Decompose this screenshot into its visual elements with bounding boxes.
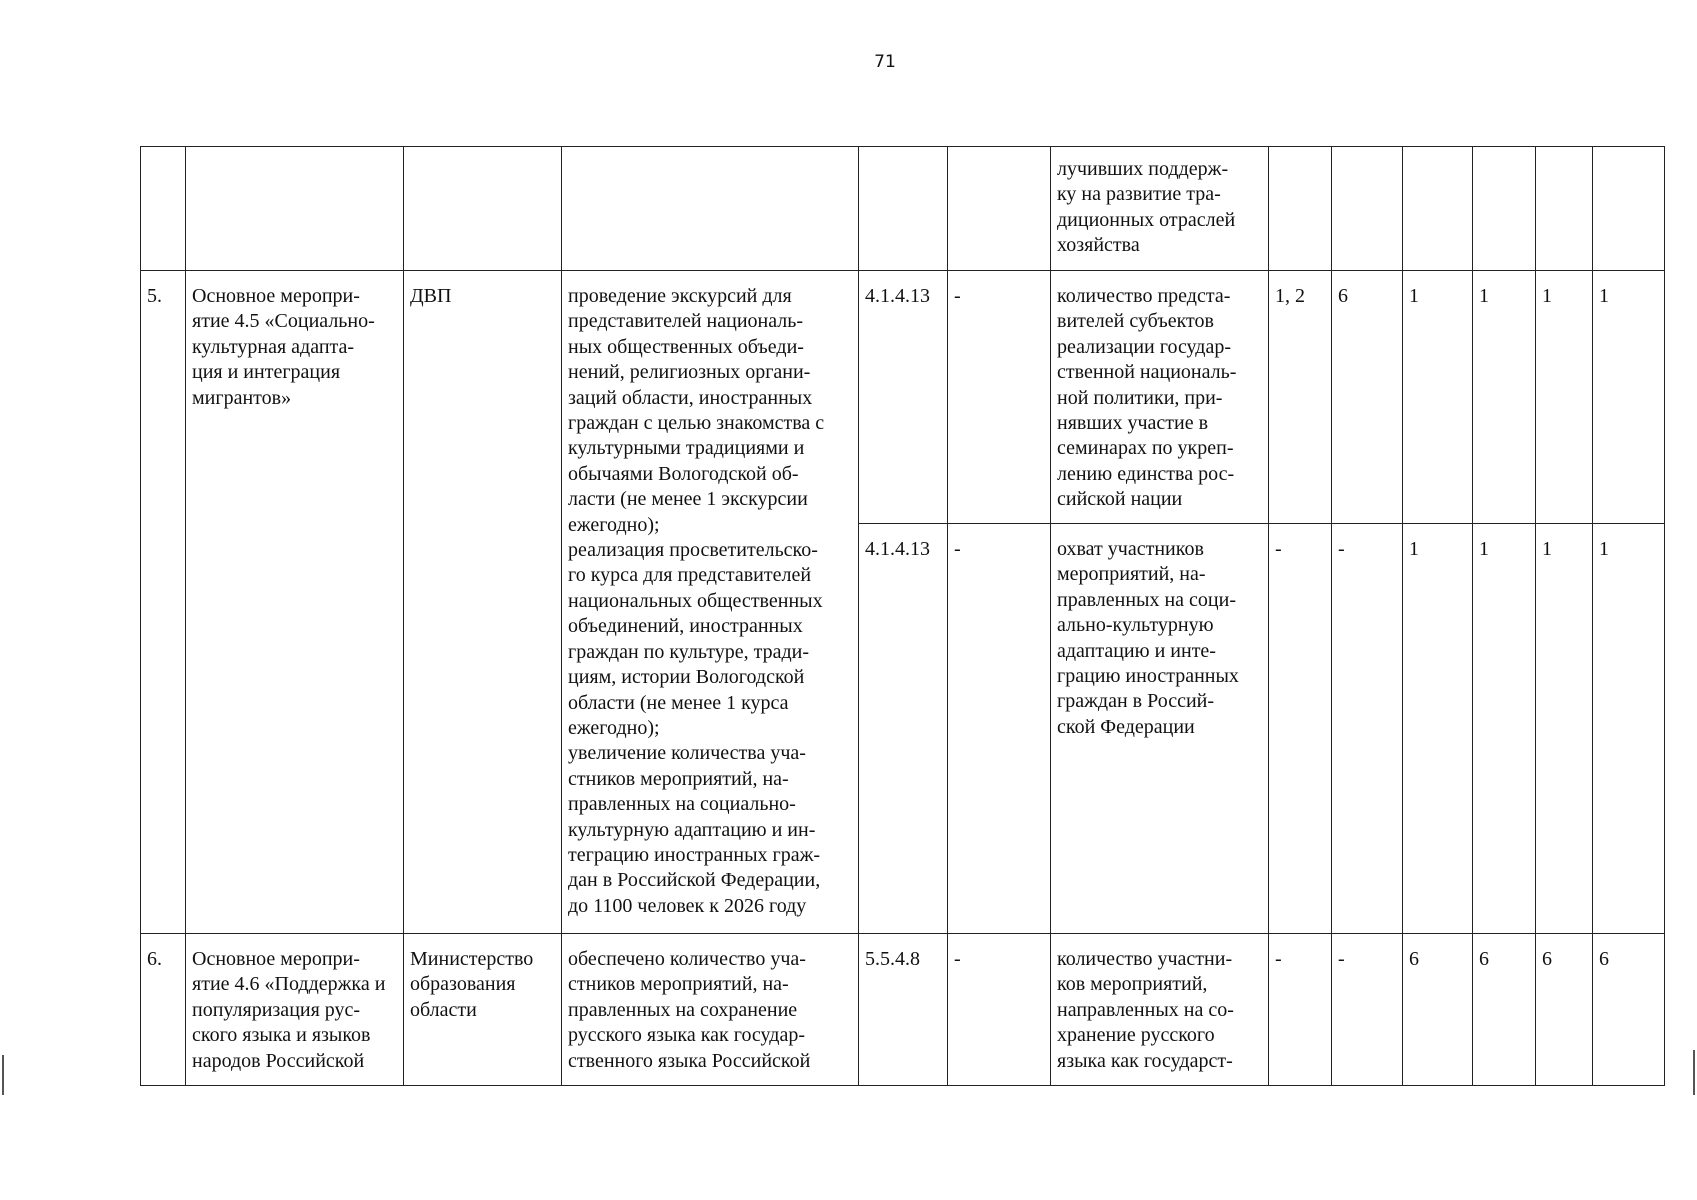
cell-base-value: - <box>1332 524 1403 934</box>
cell-indicator-text: охват участников мероприятий, на- правленных на соци- ально-культурную адаптацию и инте- грацию иностранных граждан в Россий- ской Федерации <box>1051 524 1269 934</box>
cell-program-code <box>948 147 1051 271</box>
scan-edge-mark-left <box>2 1055 4 1095</box>
cell-year-2 <box>1473 147 1536 271</box>
cell-year-1: 1 <box>1403 524 1473 934</box>
cell-result <box>562 147 859 271</box>
cell-year-2: 6 <box>1473 934 1536 1086</box>
cell-year-4: 1 <box>1593 271 1665 524</box>
cell-indicator-code: 4.1.4.13 <box>859 271 948 524</box>
cell-indicator-code: 5.5.4.8 <box>859 934 948 1086</box>
scan-edge-mark-right <box>1693 1050 1695 1095</box>
cell-year-4: 1 <box>1593 524 1665 934</box>
cell-year-4 <box>1593 147 1665 271</box>
cell-year-3: 6 <box>1536 934 1593 1086</box>
activities-table <box>140 146 1665 1086</box>
cell-base-value <box>1332 147 1403 271</box>
cell-activity: Основное меропри- ятие 4.6 «Поддержка и популяризация рус- ского языка и языков народов Российской <box>186 934 404 1086</box>
cell-program-code: - <box>948 524 1051 934</box>
cell-year-3: 1 <box>1536 524 1593 934</box>
cell-program-code: - <box>948 934 1051 1086</box>
cell-year-2: 1 <box>1473 271 1536 524</box>
cell-base-value: - <box>1332 934 1403 1086</box>
cell-indicator-code: 4.1.4.13 <box>859 524 948 934</box>
cell-tasks: 1, 2 <box>1269 271 1332 524</box>
cell-indicator-text: количество участни- ков мероприятий, направленных на со- хранение русского языка как государст- <box>1051 934 1269 1086</box>
cell-program-code: - <box>948 271 1051 524</box>
page-number: 71 <box>874 52 896 72</box>
cell-result: проведение экскурсий для представителей националь- ных общественных объеди- нений, религиозных органи- заций области, иностранных граждан с целью знакомства с культурными традициями и обычаями Вологодской об- ласти (не менее 1 экскурсии ежегодно); реализация просветительско- го курса для представителей национальных общественных объединений, иностранных граждан по культуре, тради- циям, истории Вологодской области (не менее 1 курса ежегодно); увеличение количества уча- стников мероприятий, на- правленных на социально- культурную адаптацию и ин- теграцию иностранных граж- дан в Российской Федерации, до 1100 человек к 2026 году <box>562 271 859 934</box>
cell-indicator-text: количество предста- вителей субъектов реализации государ- ственной националь- ной политики, при- нявших участие в семинарах по укреп- лению единства рос- сийской нации <box>1051 271 1269 524</box>
cell-tasks <box>1269 147 1332 271</box>
table-row-continuation <box>141 147 1665 271</box>
cell-year-4: 6 <box>1593 934 1665 1086</box>
cell-year-1: 1 <box>1403 271 1473 524</box>
cell-activity: Основное меропри- ятие 4.5 «Социально- культурная адапта- ция и интеграция мигрантов» <box>186 271 404 934</box>
cell-year-1: 6 <box>1403 934 1473 1086</box>
cell-year-1 <box>1403 147 1473 271</box>
cell-executor <box>404 147 562 271</box>
cell-year-3 <box>1536 147 1593 271</box>
cell-indicator-text: лучивших поддерж- ку на развитие тра- диционных отраслей хозяйства <box>1051 147 1269 271</box>
cell-result: обеспечено количество уча- стников мероприятий, на- правленных на сохранение русского языка как государ- ственного языка Российской <box>562 934 859 1086</box>
cell-base-value: 6 <box>1332 271 1403 524</box>
cell-tasks: - <box>1269 934 1332 1086</box>
cell-year-2: 1 <box>1473 524 1536 934</box>
cell-executor: Министерство образования области <box>404 934 562 1086</box>
cell-indicator-code <box>859 147 948 271</box>
table-row-6 <box>141 934 1665 1086</box>
cell-number: 5. <box>141 271 186 934</box>
table-row-5 <box>141 271 1665 524</box>
cell-number <box>141 147 186 271</box>
cell-executor: ДВП <box>404 271 562 934</box>
cell-number: 6. <box>141 934 186 1086</box>
cell-activity <box>186 147 404 271</box>
cell-tasks: - <box>1269 524 1332 934</box>
cell-year-3: 1 <box>1536 271 1593 524</box>
